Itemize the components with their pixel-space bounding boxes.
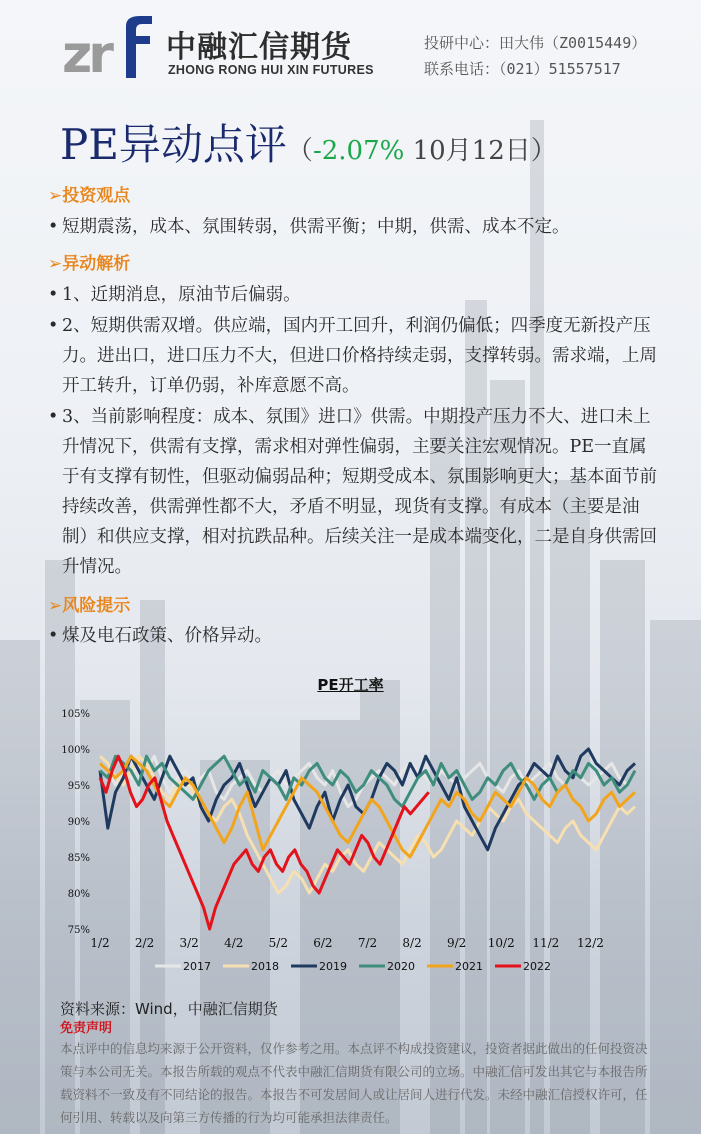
legend-label-2020: 2020 <box>387 960 415 973</box>
disclaimer-heading: 免责声明 <box>60 1021 113 1036</box>
x-tick-label: 10/2 <box>487 936 515 950</box>
x-tick-label: 7/2 <box>357 936 378 950</box>
company-name-cn: 中融汇信期货 <box>166 30 352 65</box>
legend-label-2021: 2021 <box>455 960 483 973</box>
phone-line: 联系电话：（021）51557517 <box>424 60 621 78</box>
analyst-line: 投研中心：田大伟（Z0015449） <box>424 34 647 52</box>
bullet-analysis-3 <box>48 402 658 582</box>
y-tick-label: 100% <box>61 745 90 756</box>
y-tick-label: 85% <box>67 853 90 864</box>
bullet-text: 煤及电石政策、价格异动。 <box>62 626 272 646</box>
title-date: 10月12日 <box>404 136 531 166</box>
x-tick-label: 6/2 <box>313 936 333 950</box>
disclaimer-body: 本点评中的信息均来源于公开资料，仅作参考之用。本点评不构成投资建议，投资者据此做出的任何投资决策与本公司无关。本报告所载的观点不代表中融汇信期货有限公司的立场。中融汇信可发出其它与本报告所载资料不一致及有不同结论的报告。本报告不可发居间人或让居间人进行代发。未经中融汇信授权许可，任何引用、转载以及向第三方传播的行为均可能承担法律责任。 <box>60 1041 648 1125</box>
y-tick-label: 95% <box>67 781 90 792</box>
title-main: PE异动点评 <box>60 120 287 169</box>
y-tick-label: 105% <box>61 709 90 720</box>
bullet-analysis-1 <box>48 280 658 310</box>
legend-label-2022: 2022 <box>523 960 551 973</box>
y-tick-label: 90% <box>67 817 90 828</box>
bullet-analysis-2 <box>48 311 658 401</box>
section-risk-head: ➢风险提示 <box>48 596 131 616</box>
x-tick-label: 3/2 <box>179 936 199 950</box>
pe-operating-rate-chart <box>0 695 701 990</box>
contact-info <box>424 30 646 82</box>
bullet-view-1 <box>48 212 658 242</box>
x-tick-label: 8/2 <box>402 936 422 950</box>
chart-title <box>0 674 701 695</box>
title-close: ） <box>530 136 557 166</box>
bullet-text: 3、当前影响程度：成本、氛围》进口》供需。中期投产压力不大、进口未上升情况下，供需有支撑，需求相对弹性偏弱，主要关注宏观情况。PE一直属于有支撑有韧性，但驱动偏弱品种；短期受成本、氛围影响更大；基本面节前持续改善，供需弹性都不大，矛盾不明显，现货有支撑。有成本（主要是油制）和供应支撑，相对抗跌品种。后续关注一是成本端变化，二是自身供需回升情况。 <box>62 407 657 577</box>
title-open: （ <box>286 136 313 166</box>
bullet-dot: • <box>48 407 59 427</box>
legend-label-2018: 2018 <box>251 960 279 973</box>
company-name-en: ZHONG RONG HUI XIN FUTURES <box>168 63 374 77</box>
bullet-text: 1、近期消息，原油节后偏弱。 <box>62 285 301 305</box>
x-tick-label: 9/2 <box>447 936 467 950</box>
x-tick-label: 4/2 <box>224 936 244 950</box>
header <box>0 0 701 100</box>
bullet-dot: • <box>48 217 59 237</box>
svg-text:zr: zr <box>62 25 110 82</box>
bullet-dot: • <box>48 626 59 646</box>
x-tick-label: 11/2 <box>532 936 560 950</box>
y-tick-label: 80% <box>67 889 90 900</box>
bullet-dot: • <box>48 316 59 336</box>
bullet-text: 2、短期供需双增。供应端，国内开工回升，利润仍偏低；四季度无新投产压力。进出口，进口压力不大，但进口价格持续走弱，支撑转弱。需求端，上周开工转升，订单仍弱，补库意愿不高。 <box>62 316 657 396</box>
x-tick-label: 5/2 <box>268 936 288 950</box>
legend-label-2019: 2019 <box>319 960 347 973</box>
legend-label-2017: 2017 <box>183 960 211 973</box>
section-view-head: ➢投资观点 <box>48 186 131 206</box>
x-tick-label: 1/2 <box>90 936 110 950</box>
title-pct: -2.07% <box>312 136 405 166</box>
y-tick-label: 75% <box>67 925 90 936</box>
page-title <box>60 112 557 172</box>
bullet-text: 短期震荡，成本、氛围转弱，供需平衡；中期，供需、成本不定。 <box>62 217 570 237</box>
bullet-dot: • <box>48 285 59 305</box>
bullet-risk-1 <box>48 621 658 651</box>
chart-title-text: PE开工率 <box>317 676 384 694</box>
x-tick-label: 12/2 <box>576 936 604 950</box>
company-logo-icon <box>60 12 160 82</box>
x-tick-label: 2/2 <box>134 936 155 950</box>
data-source: 资料来源：Wind，中融汇信期货 <box>60 1000 278 1018</box>
section-analysis-head: ➢异动解析 <box>48 254 131 274</box>
